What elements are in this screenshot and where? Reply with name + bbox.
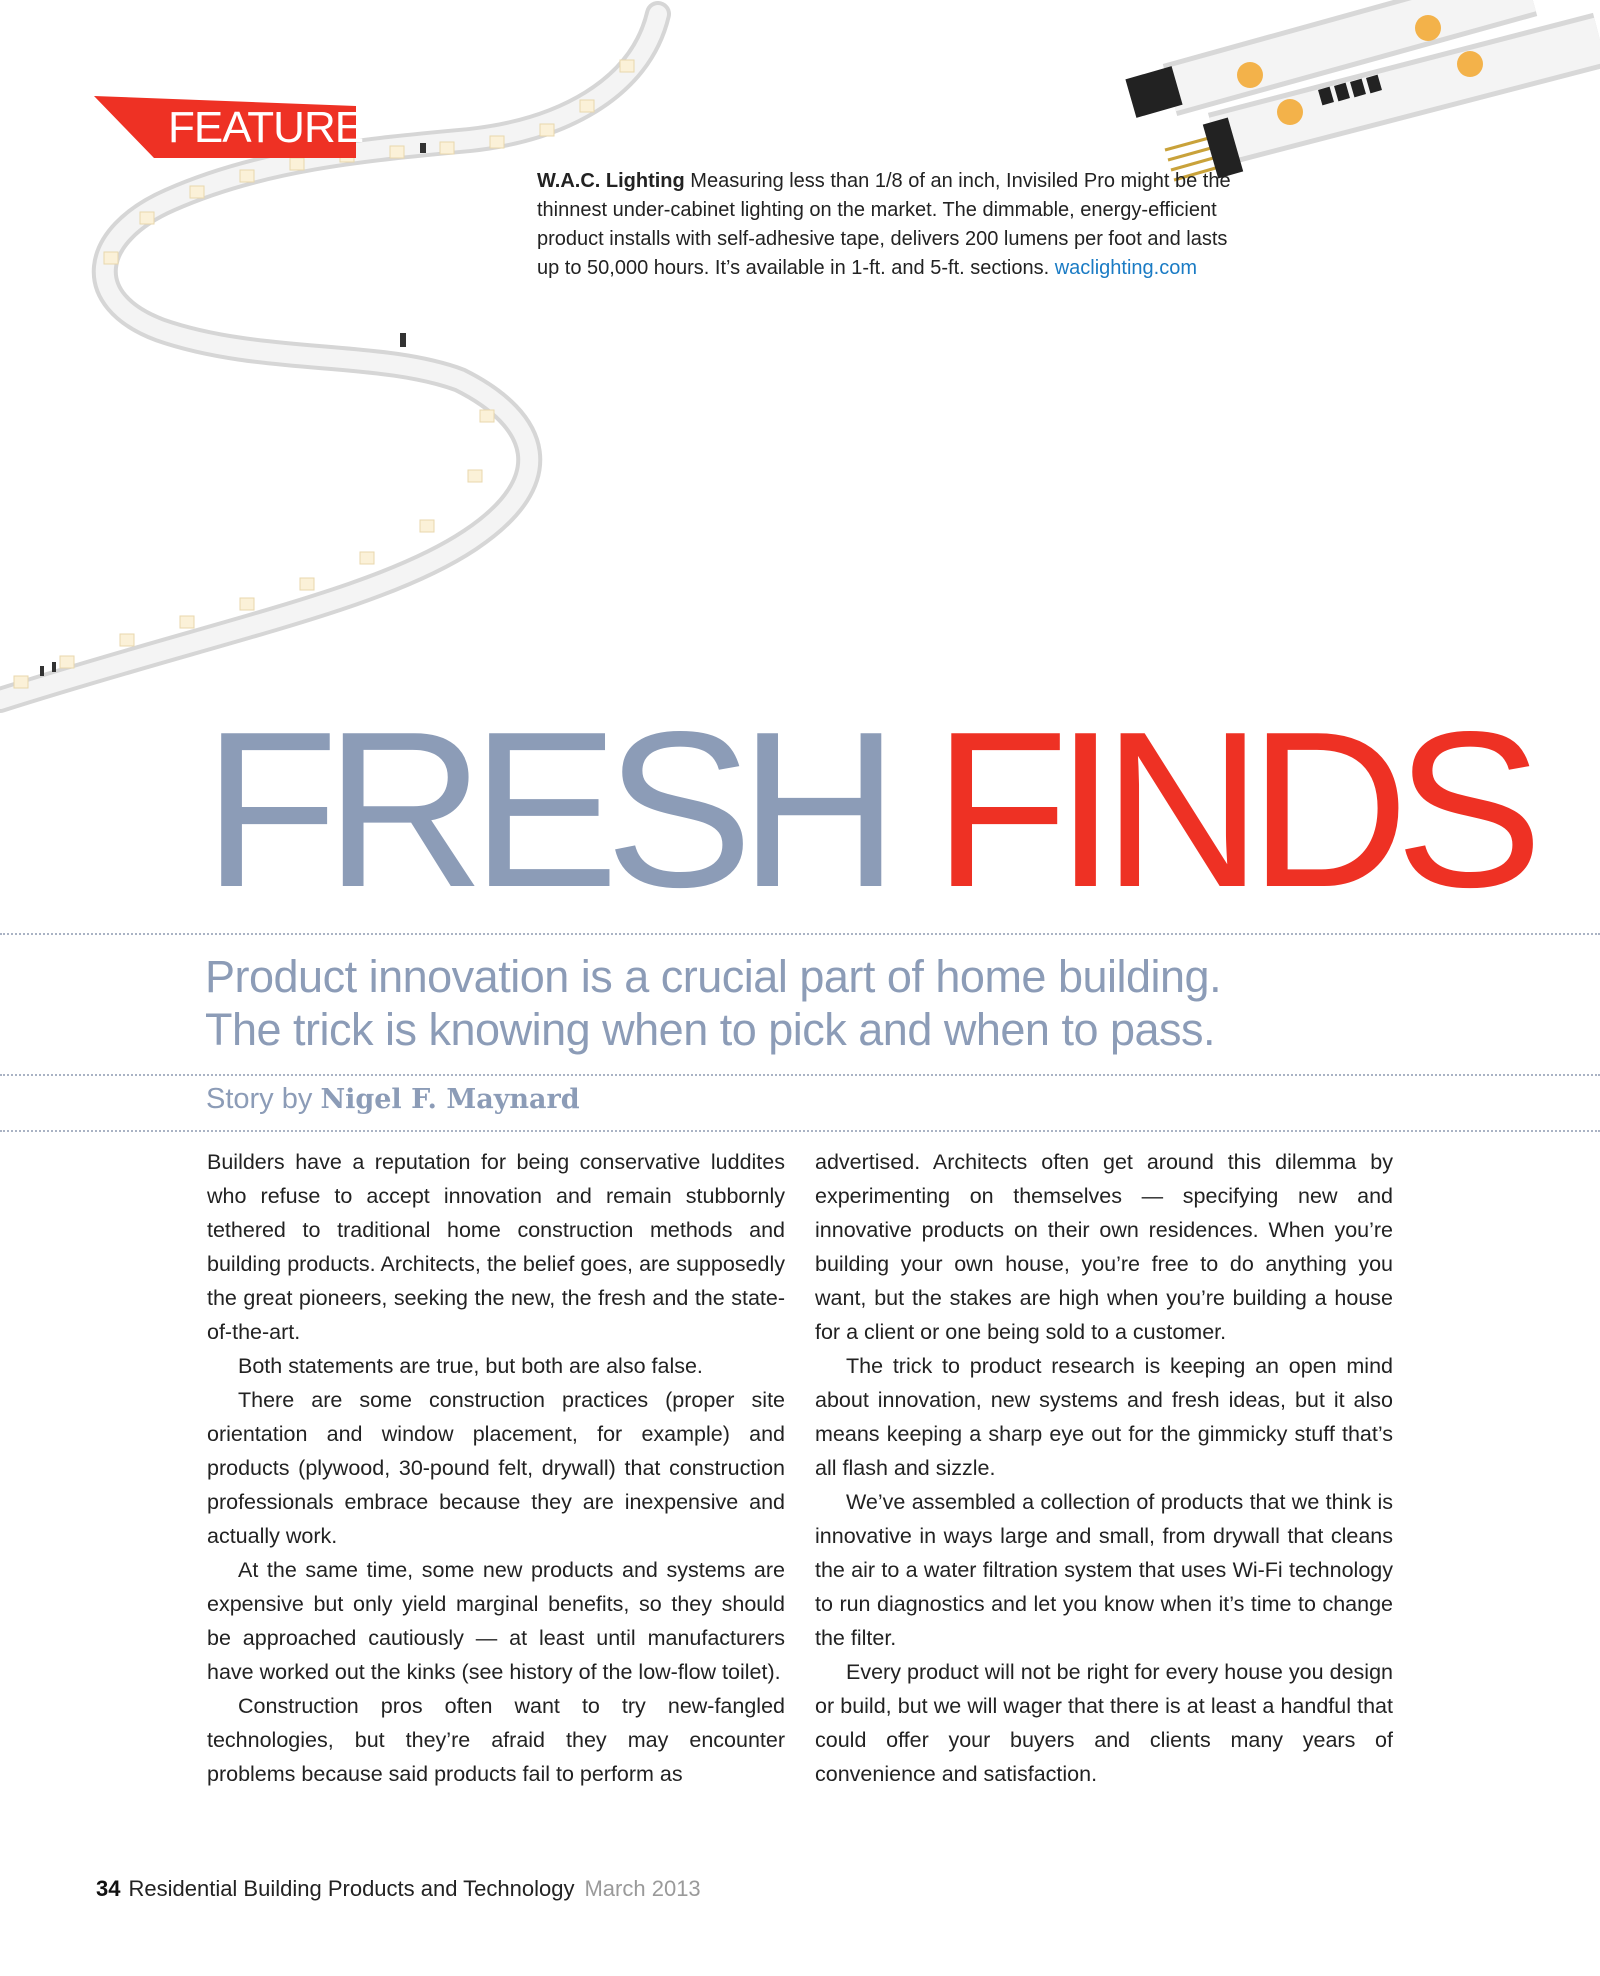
issue-date: March 2013	[584, 1876, 701, 1901]
body-paragraph: We’ve assembled a collection of products that we think is innovative in ways large and small, from drywall that cleans the air to a water filtration system that uses Wi-Fi technology to run diagnostics and let you know when it’s time to change the filter.	[815, 1490, 1393, 1650]
body-paragraph: advertised. Architects often get around this dilemma by experimenting on themselves — specifying new and innovative products on their own residences. When you’re building your own house, you’re free to do anything you want, but the stakes are high when you’re building a house for a client or one being sold to a customer.	[815, 1150, 1393, 1344]
body-paragraph: At the same time, some new products and systems are expensive but only yield marginal benefits, so they should be approached cautiously — at least until manufacturers have worked out the kinks (see history of the low-flow toilet).	[207, 1558, 785, 1684]
deck	[205, 950, 1505, 1056]
headline	[203, 686, 1530, 934]
product-brand: W.A.C. Lighting	[537, 170, 685, 192]
divider	[0, 1074, 1600, 1076]
body-paragraph: Builders have a reputation for being conservative luddites who refuse to accept innovation and remain stubbornly tethered to traditional home construction methods and building products. Architects, the belief goes, are supposedly the great pioneers, seeking the new, the fresh and the state-of-the-art.	[207, 1150, 785, 1344]
deck-line: Product innovation is a crucial part of home building.	[205, 951, 1222, 1002]
byline-author: Nigel F. Maynard	[320, 1084, 580, 1115]
body-paragraph: Every product will not be right for every house you design or build, but we will wager that there is at least a handful that could offer your buyers and clients many years of convenience and satisfaction.	[815, 1660, 1393, 1786]
publication-name: Residential Building Products and Technology	[128, 1876, 575, 1901]
product-description: Measuring less than 1/8 of an inch, Invisiled Pro might be the thinnest under-cabinet lighting on the market. The dimmable, energy-efficient product installs with self-adhesive tape, delivers 200 lumens per foot and lasts up to 50,000 hours. It’s available in 1-ft. and 5-ft. sections.	[537, 170, 1231, 279]
deck-line: The trick is knowing when to pick and when to pass.	[205, 1004, 1216, 1055]
body-column-left	[207, 1145, 785, 1791]
divider	[0, 1130, 1600, 1132]
headline-word-fresh: FRESH	[203, 686, 886, 934]
section-label: FEATURE	[168, 103, 364, 152]
byline-prefix: Story by	[206, 1083, 321, 1115]
divider	[0, 933, 1600, 935]
product-website-link[interactable]: waclighting.com	[1054, 257, 1198, 279]
body-paragraph: Construction pros often want to try new-fangled technologies, but they’re afraid they may encounter problems because said products fail to perform as	[207, 1694, 785, 1786]
body-paragraph: There are some construction practices (proper site orientation and window placement, for example) and products (plywood, 30-pound felt, drywall) that construction professionals embrace because they are inexpensive and actually work.	[207, 1388, 785, 1548]
body-paragraph: The trick to product research is keeping an open mind about innovation, new systems and fresh ideas, but it also means keeping a sharp eye out for the gimmicky stuff that’s all flash and sizzle.	[815, 1354, 1393, 1480]
byline	[206, 1083, 580, 1116]
page-footer	[96, 1876, 701, 1902]
product-caption	[537, 167, 1237, 283]
headline-word-finds: FINDS	[933, 686, 1530, 934]
page-number: 34	[96, 1876, 121, 1901]
body-paragraph: Both statements are true, but both are also false.	[238, 1354, 703, 1378]
body-column-right	[815, 1145, 1393, 1791]
